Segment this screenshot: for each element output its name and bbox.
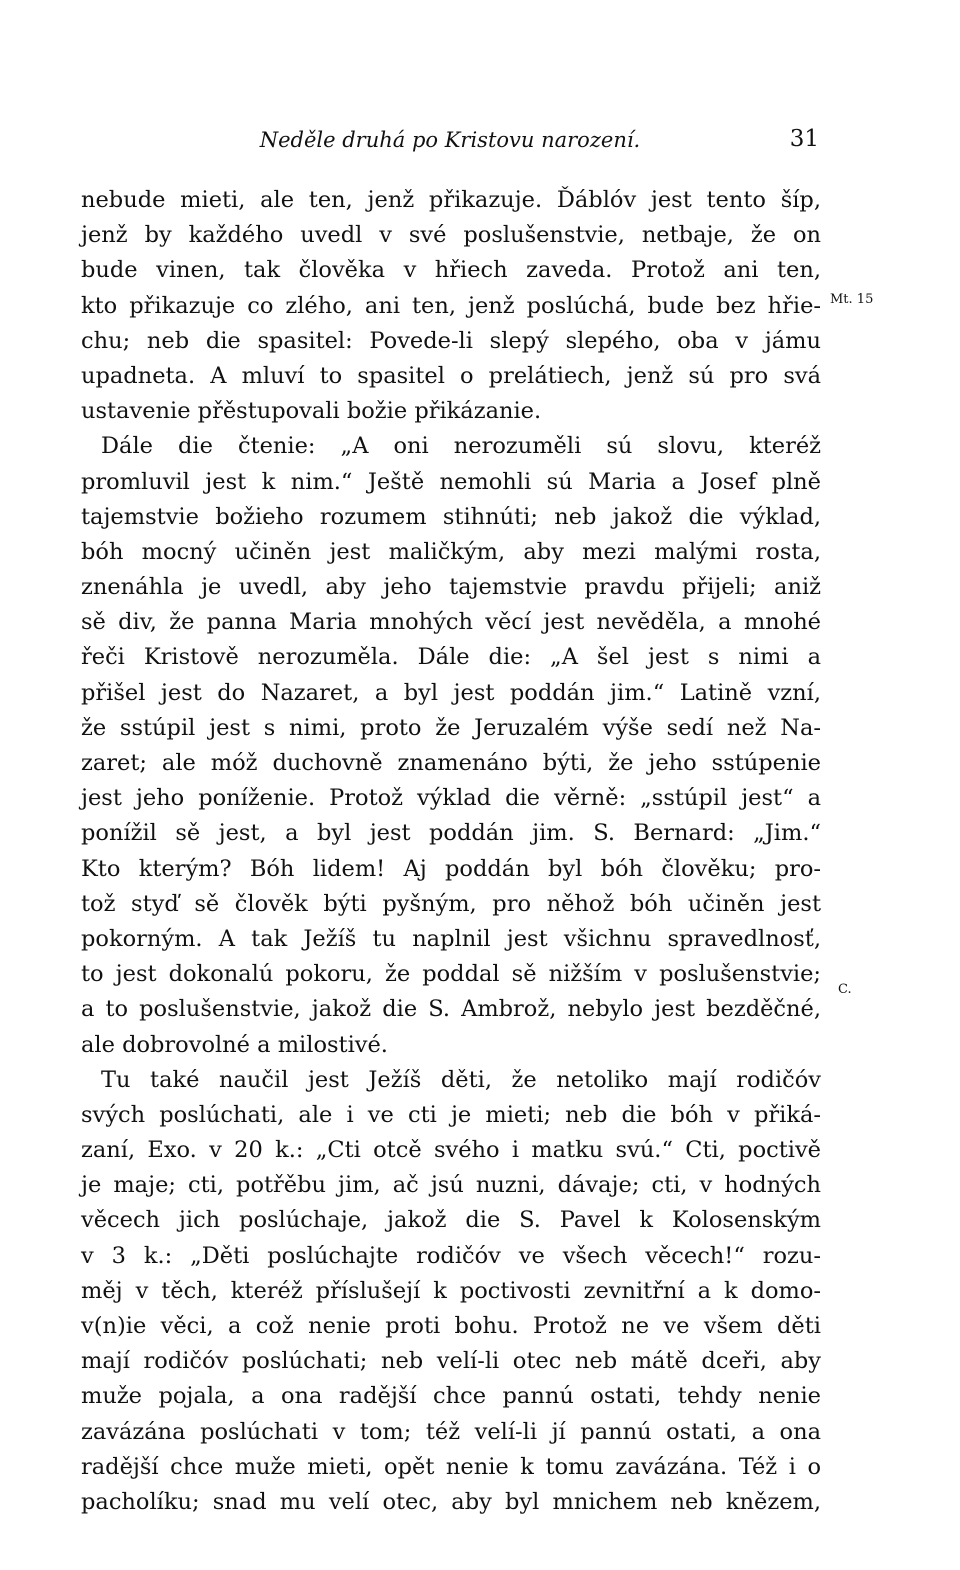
text-line: zaret; ale móž duchovně znamenáno býti, že jeho sstúpenie	[81, 750, 821, 776]
text-line: ale dobrovolné a milostivé.	[81, 1031, 388, 1058]
page-number: 31	[789, 126, 819, 152]
text-line: tož styď sě člověk býti pyšným, pro něhož bóh učiněn jest	[81, 890, 821, 917]
text-line: v(n)ie věci, a což nenie proti bohu. Protož ne ve všem děti	[81, 1313, 821, 1339]
text-line: zavázána poslúchati v tom; též velí-li jí pannú ostati, a ona	[81, 1418, 821, 1445]
text-line: ponížil sě jest, a byl jest poddán jim. S. Bernard: „Jim.“	[81, 820, 821, 847]
text-line: promluvil jest k nim.“ Ještě nemohli sú Maria a Josef plně	[81, 468, 821, 495]
text-line: mají rodičóv poslúchati; neb velí-li otec neb mátě dceři, aby	[81, 1348, 821, 1375]
text-line: radější chce muže mieti, opět nenie k tomu zavázána. Též i o	[81, 1453, 821, 1480]
margin-note-c: C.	[838, 982, 852, 997]
text-line: Kto kterým? Bóh lidem! Aj poddán byl bóh člověku; pro-	[81, 855, 821, 882]
text-line: Tu také naučil jest Ježíš děti, že netoliko mají rodičóv	[101, 1066, 821, 1093]
text-line: že sstúpil jest s nimi, proto že Jeruzalém výše sedí než Na-	[81, 714, 821, 741]
text-line: chu; neb die spasitel: Povede-li slepý slepého, oba v jámu	[81, 327, 821, 354]
text-line: přišel jest do Nazaret, a byl jest poddán jim.“ Latině vzní,	[81, 679, 821, 706]
text-line: je maje; cti, potřěbu jim, ač jsú nuzni, dávaje; cti, v hodných	[81, 1172, 821, 1199]
text-line: věcech jich poslúchaje, jakož die S. Pavel k Kolosenským	[81, 1207, 821, 1234]
text-line: zaní, Exo. v 20 k.: „Cti otcě svého i matku svú.“ Cti, poctivě	[81, 1137, 821, 1164]
text-line: sě div, že panna Maria mnohých věcí jest nevěděla, a mnohé	[81, 609, 821, 636]
text-line: jenž by každého uvedl v své poslušenstvie, netbaje, že on	[81, 222, 821, 249]
text-line: nebude mieti, ale ten, jenž přikazuje. Ďáblóv jest tento šíp,	[81, 187, 821, 213]
body-text	[81, 183, 821, 1520]
text-line: bude vinen, tak člověka v hřiech zaveda. Protož ani ten,	[81, 257, 821, 284]
text-line: ustavenie přěstupovali božie přikázanie.	[81, 398, 542, 425]
text-line: řeči Kristově nerozuměla. Dále die: „A šel jest s nimi a	[81, 644, 821, 671]
text-line: muže pojala, a ona radější chce pannú ostati, tehdy nenie	[81, 1383, 821, 1410]
text-line: v 3 k.: „Děti poslúchajte rodičóv ve všech věcech!“ rozu-	[81, 1242, 821, 1269]
text-line: jest jeho poníženie. Protož výklad die věrně: „sstúpil jest“ a	[81, 785, 821, 812]
text-line: svých poslúchati, ale i ve cti je mieti; neb die bóh v přiká-	[81, 1101, 821, 1128]
text-line: znenáhla je uvedl, aby jeho tajemstvie pravdu přijeli; aniž	[81, 574, 821, 601]
text-line: to jest dokonalú pokoru, že poddal sě nižším v poslušenstvie;	[81, 961, 821, 988]
text-line: bóh mocný učiněn jest maličkým, aby mezi malými rosta,	[81, 538, 821, 565]
text-line: tajemstvie božieho rozumem stihnúti; neb jakož die výklad,	[81, 503, 821, 530]
text-line: Dále die čtenie: „A oni nerozuměli sú slovu, kteréž	[101, 433, 821, 460]
text-line: pokorným. A tak Ježíš tu naplnil jest všichnu spravedlnosť,	[81, 925, 821, 952]
margin-note-mt: Mt. 15	[830, 292, 874, 307]
text-line: měj v těch, kteréž příslušejí k poctivosti zevnitřní a k domo-	[81, 1277, 821, 1304]
text-line: upadneta. A mluví to spasitel o prelátiech, jenž sú pro svá	[81, 362, 821, 389]
text-line: a to poslušenstvie, jakož die S. Ambrož, nebylo jest bezděčné,	[81, 996, 821, 1023]
running-title: Neděle druhá po Kristovu narození.	[259, 128, 641, 152]
page-header	[81, 126, 819, 162]
text-line: kto přikazuje co zlého, ani ten, jenž poslúchá, bude bez hřie-	[81, 292, 821, 319]
text-line: pacholíku; snad mu velí otec, aby byl mnichem neb knězem,	[81, 1488, 821, 1515]
